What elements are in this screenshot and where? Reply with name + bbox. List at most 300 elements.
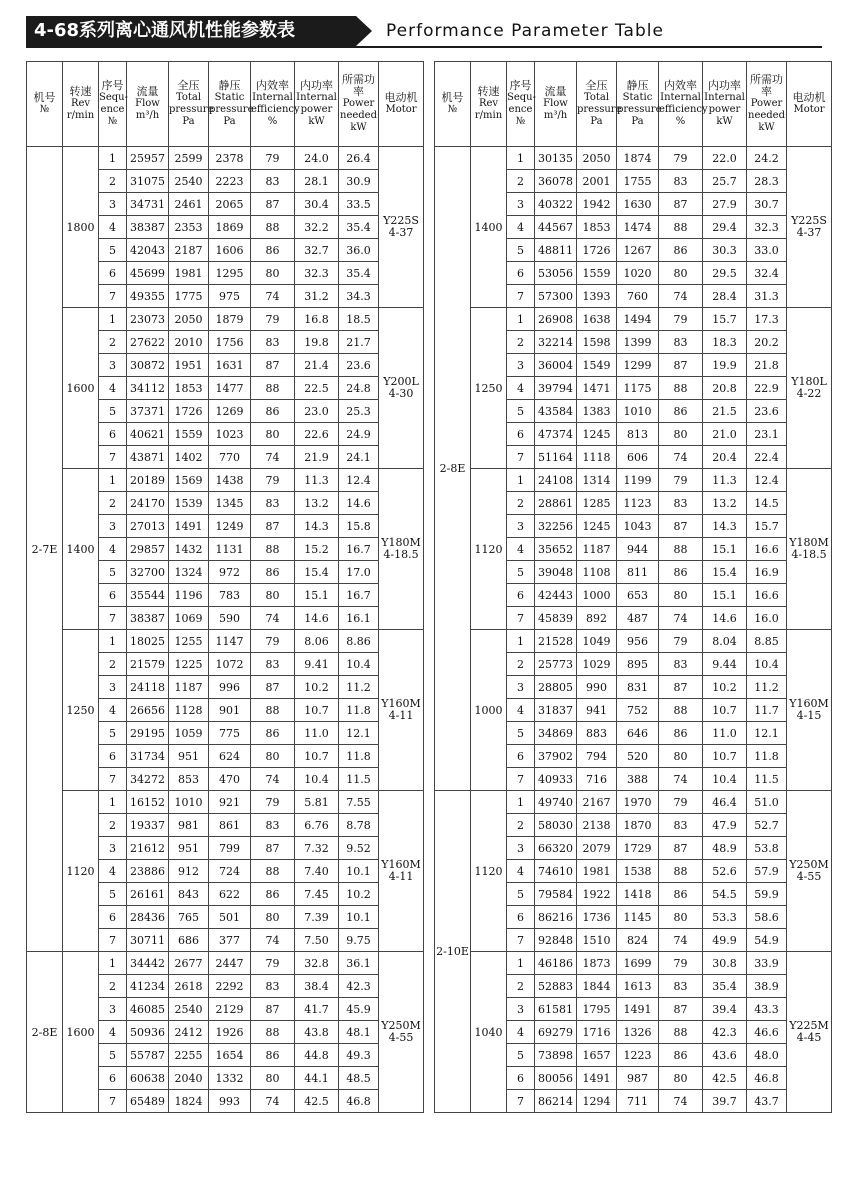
flow-cell: 38387	[127, 607, 169, 630]
flow-cell: 36004	[535, 354, 577, 377]
sequence-cell: 3	[507, 837, 535, 860]
total-pressure-cell: 716	[577, 768, 617, 791]
internal-power-cell: 32.7	[295, 239, 339, 262]
internal-power-cell: 10.4	[295, 768, 339, 791]
internal-efficiency-cell: 88	[659, 216, 703, 239]
power-needed-cell: 32.3	[747, 216, 787, 239]
flow-cell: 44567	[535, 216, 577, 239]
power-needed-cell: 58.6	[747, 906, 787, 929]
sequence-cell: 2	[99, 814, 127, 837]
static-pressure-cell: 861	[209, 814, 251, 837]
static-pressure-cell: 606	[617, 446, 659, 469]
power-needed-cell: 16.9	[747, 561, 787, 584]
static-pressure-cell: 1023	[209, 423, 251, 446]
total-pressure-cell: 2040	[169, 1067, 209, 1090]
sequence-cell: 3	[507, 354, 535, 377]
internal-power-cell: 6.76	[295, 814, 339, 837]
internal-power-cell: 22.0	[703, 147, 747, 170]
power-needed-cell: 36.0	[339, 239, 379, 262]
total-pressure-cell: 1049	[577, 630, 617, 653]
power-needed-cell: 53.8	[747, 837, 787, 860]
static-pressure-cell: 1438	[209, 469, 251, 492]
rev-cell: 1800	[63, 147, 99, 308]
sequence-cell: 5	[99, 1044, 127, 1067]
power-needed-cell: 12.4	[339, 469, 379, 492]
sequence-cell: 6	[99, 423, 127, 446]
internal-power-cell: 7.32	[295, 837, 339, 860]
internal-power-cell: 10.7	[295, 699, 339, 722]
internal-power-cell: 7.39	[295, 906, 339, 929]
flow-cell: 42443	[535, 584, 577, 607]
static-pressure-cell: 993	[209, 1090, 251, 1113]
flow-cell: 86214	[535, 1090, 577, 1113]
flow-cell: 32214	[535, 331, 577, 354]
internal-power-cell: 29.4	[703, 216, 747, 239]
internal-efficiency-cell: 87	[251, 354, 295, 377]
sequence-cell: 4	[99, 216, 127, 239]
sequence-cell: 3	[99, 837, 127, 860]
internal-power-cell: 39.7	[703, 1090, 747, 1113]
internal-efficiency-cell: 88	[251, 377, 295, 400]
static-pressure-cell: 1926	[209, 1021, 251, 1044]
sequence-cell: 4	[507, 1021, 535, 1044]
total-pressure-cell: 1225	[169, 653, 209, 676]
internal-power-cell: 24.0	[295, 147, 339, 170]
flow-cell: 19337	[127, 814, 169, 837]
internal-power-cell: 28.1	[295, 170, 339, 193]
header-motor	[379, 62, 424, 147]
internal-power-cell: 15.4	[295, 561, 339, 584]
static-pressure-cell: 2447	[209, 952, 251, 975]
internal-power-cell: 31.2	[295, 285, 339, 308]
flow-cell: 34869	[535, 722, 577, 745]
static-pressure-cell: 2292	[209, 975, 251, 998]
sequence-cell: 7	[507, 607, 535, 630]
static-pressure-cell: 1474	[617, 216, 659, 239]
internal-power-cell: 39.4	[703, 998, 747, 1021]
machine-no-cell: 2-10E	[435, 791, 471, 1113]
internal-power-cell: 44.8	[295, 1044, 339, 1067]
power-needed-cell: 24.8	[339, 377, 379, 400]
header-sequence	[99, 62, 127, 147]
internal-efficiency-cell: 74	[251, 285, 295, 308]
power-needed-cell: 24.1	[339, 446, 379, 469]
total-pressure-cell: 951	[169, 745, 209, 768]
sequence-cell: 2	[99, 170, 127, 193]
internal-efficiency-cell: 88	[659, 377, 703, 400]
flow-cell: 18025	[127, 630, 169, 653]
flow-cell: 80056	[535, 1067, 577, 1090]
internal-power-cell: 42.3	[703, 1021, 747, 1044]
sequence-cell: 6	[507, 906, 535, 929]
static-pressure-cell: 1295	[209, 262, 251, 285]
total-pressure-cell: 1510	[577, 929, 617, 952]
flow-cell: 69279	[535, 1021, 577, 1044]
motor-cell: Y200L 4-30	[379, 308, 424, 469]
sequence-cell: 5	[99, 883, 127, 906]
power-needed-cell: 28.3	[747, 170, 787, 193]
static-pressure-cell: 2065	[209, 193, 251, 216]
power-needed-cell: 30.9	[339, 170, 379, 193]
table-row	[435, 791, 832, 814]
internal-power-cell: 22.6	[295, 423, 339, 446]
total-pressure-cell: 2079	[577, 837, 617, 860]
header-cn-label: 内功率	[300, 79, 333, 92]
static-pressure-cell: 1755	[617, 170, 659, 193]
internal-efficiency-cell: 86	[659, 561, 703, 584]
table-row	[27, 147, 424, 170]
static-pressure-cell: 470	[209, 768, 251, 791]
header-motor	[787, 62, 832, 147]
flow-cell: 30135	[535, 147, 577, 170]
header-cn-label: 序号	[509, 79, 532, 92]
static-pressure-cell: 799	[209, 837, 251, 860]
rev-cell: 1120	[471, 469, 507, 630]
sequence-cell: 1	[99, 147, 127, 170]
static-pressure-cell: 1756	[209, 331, 251, 354]
power-needed-cell: 35.4	[339, 216, 379, 239]
sequence-cell: 3	[99, 998, 127, 1021]
static-pressure-cell: 1072	[209, 653, 251, 676]
title-arrow-decoration	[356, 16, 372, 46]
internal-power-cell: 41.7	[295, 998, 339, 1021]
internal-power-cell: 15.7	[703, 308, 747, 331]
internal-power-cell: 10.7	[703, 745, 747, 768]
header-row	[27, 62, 424, 147]
motor-cell: Y180L 4-22	[787, 308, 832, 469]
rev-cell: 1600	[63, 952, 99, 1113]
static-pressure-cell: 972	[209, 561, 251, 584]
sequence-cell: 6	[507, 584, 535, 607]
table-body	[435, 147, 832, 1113]
header-en-label: Internal power kW	[296, 92, 337, 127]
total-pressure-cell: 2412	[169, 1021, 209, 1044]
header-cn-label: 全压	[177, 79, 200, 92]
static-pressure-cell: 1147	[209, 630, 251, 653]
power-needed-cell: 46.8	[339, 1090, 379, 1113]
internal-efficiency-cell: 87	[659, 837, 703, 860]
flow-cell: 35544	[127, 584, 169, 607]
sequence-cell: 4	[99, 1021, 127, 1044]
table-header	[27, 62, 424, 147]
total-pressure-cell: 765	[169, 906, 209, 929]
power-needed-cell: 48.0	[747, 1044, 787, 1067]
static-pressure-cell: 752	[617, 699, 659, 722]
motor-cell: Y250M 4-55	[787, 791, 832, 952]
internal-power-cell: 14.3	[703, 515, 747, 538]
sequence-cell: 2	[507, 170, 535, 193]
internal-efficiency-cell: 86	[251, 561, 295, 584]
internal-power-cell: 53.3	[703, 906, 747, 929]
internal-efficiency-cell: 87	[659, 354, 703, 377]
header-en-label: Sequ-ence №	[507, 92, 536, 127]
flow-cell: 51164	[535, 446, 577, 469]
header-power-needed	[339, 62, 379, 147]
sequence-cell: 7	[99, 1090, 127, 1113]
static-pressure-cell: 1870	[617, 814, 659, 837]
internal-efficiency-cell: 83	[659, 492, 703, 515]
header-cn-label: 转速	[69, 85, 92, 98]
power-needed-cell: 52.7	[747, 814, 787, 837]
internal-efficiency-cell: 74	[659, 1090, 703, 1113]
internal-efficiency-cell: 87	[251, 837, 295, 860]
static-pressure-cell: 1699	[617, 952, 659, 975]
sequence-cell: 6	[507, 262, 535, 285]
header-flow	[127, 62, 169, 147]
motor-cell: Y180M 4-18.5	[787, 469, 832, 630]
header-machine-no	[435, 62, 471, 147]
flow-cell: 92848	[535, 929, 577, 952]
internal-efficiency-cell: 74	[251, 446, 295, 469]
header-en-label: Internal power kW	[704, 92, 745, 127]
header-en-label: Power needed kW	[748, 98, 785, 133]
motor-cell: Y250M 4-55	[379, 952, 424, 1113]
page-header	[26, 16, 822, 46]
static-pressure-cell: 1269	[209, 400, 251, 423]
flow-cell: 24170	[127, 492, 169, 515]
flow-cell: 34112	[127, 377, 169, 400]
power-needed-cell: 21.8	[747, 354, 787, 377]
sequence-cell: 2	[507, 492, 535, 515]
internal-efficiency-cell: 86	[251, 239, 295, 262]
flow-cell: 28436	[127, 906, 169, 929]
motor-cell: Y180M 4-18.5	[379, 469, 424, 630]
rev-cell: 1400	[63, 469, 99, 630]
sequence-cell: 6	[99, 906, 127, 929]
static-pressure-cell: 590	[209, 607, 251, 630]
internal-efficiency-cell: 74	[251, 1090, 295, 1113]
static-pressure-cell: 831	[617, 676, 659, 699]
power-needed-cell: 23.1	[747, 423, 787, 446]
sequence-cell: 7	[507, 768, 535, 791]
static-pressure-cell: 770	[209, 446, 251, 469]
flow-cell: 38387	[127, 216, 169, 239]
internal-power-cell: 35.4	[703, 975, 747, 998]
static-pressure-cell: 811	[617, 561, 659, 584]
internal-efficiency-cell: 88	[659, 699, 703, 722]
internal-power-cell: 15.1	[703, 584, 747, 607]
internal-efficiency-cell: 80	[251, 906, 295, 929]
total-pressure-cell: 1245	[577, 423, 617, 446]
internal-power-cell: 52.6	[703, 860, 747, 883]
static-pressure-cell: 1175	[617, 377, 659, 400]
static-pressure-cell: 987	[617, 1067, 659, 1090]
sequence-cell: 1	[507, 630, 535, 653]
internal-efficiency-cell: 87	[659, 193, 703, 216]
power-needed-cell: 21.7	[339, 331, 379, 354]
flow-cell: 30872	[127, 354, 169, 377]
static-pressure-cell: 1874	[617, 147, 659, 170]
static-pressure-cell: 1199	[617, 469, 659, 492]
total-pressure-cell: 1324	[169, 561, 209, 584]
power-needed-cell: 33.0	[747, 239, 787, 262]
power-needed-cell: 22.9	[747, 377, 787, 400]
power-needed-cell: 33.5	[339, 193, 379, 216]
static-pressure-cell: 1332	[209, 1067, 251, 1090]
flow-cell: 43584	[535, 400, 577, 423]
table-row	[27, 791, 424, 814]
power-needed-cell: 54.9	[747, 929, 787, 952]
rev-cell: 1600	[63, 308, 99, 469]
flow-cell: 24118	[127, 676, 169, 699]
internal-efficiency-cell: 87	[251, 193, 295, 216]
total-pressure-cell: 1549	[577, 354, 617, 377]
internal-efficiency-cell: 80	[659, 1067, 703, 1090]
sequence-cell: 1	[507, 469, 535, 492]
internal-power-cell: 30.3	[703, 239, 747, 262]
power-needed-cell: 46.6	[747, 1021, 787, 1044]
flow-cell: 73898	[535, 1044, 577, 1067]
static-pressure-cell: 711	[617, 1090, 659, 1113]
internal-efficiency-cell: 74	[659, 607, 703, 630]
sequence-cell: 7	[99, 446, 127, 469]
power-needed-cell: 24.2	[747, 147, 787, 170]
internal-power-cell: 21.5	[703, 400, 747, 423]
static-pressure-cell: 1399	[617, 331, 659, 354]
static-pressure-cell: 1223	[617, 1044, 659, 1067]
total-pressure-cell: 1539	[169, 492, 209, 515]
power-needed-cell: 32.4	[747, 262, 787, 285]
flow-cell: 43871	[127, 446, 169, 469]
internal-power-cell: 10.4	[703, 768, 747, 791]
table-row	[435, 308, 832, 331]
total-pressure-cell: 1853	[577, 216, 617, 239]
internal-power-cell: 14.6	[703, 607, 747, 630]
total-pressure-cell: 1853	[169, 377, 209, 400]
sequence-cell: 1	[99, 630, 127, 653]
internal-power-cell: 54.5	[703, 883, 747, 906]
flow-cell: 57300	[535, 285, 577, 308]
power-needed-cell: 36.1	[339, 952, 379, 975]
flow-cell: 27622	[127, 331, 169, 354]
flow-cell: 65489	[127, 1090, 169, 1113]
rev-cell: 1400	[471, 147, 507, 308]
internal-power-cell: 15.2	[295, 538, 339, 561]
power-needed-cell: 43.7	[747, 1090, 787, 1113]
sequence-cell: 7	[99, 607, 127, 630]
sequence-cell: 4	[507, 377, 535, 400]
static-pressure-cell: 921	[209, 791, 251, 814]
internal-efficiency-cell: 86	[251, 400, 295, 423]
header-total-pressure	[577, 62, 622, 147]
power-needed-cell: 11.7	[747, 699, 787, 722]
internal-efficiency-cell: 86	[251, 722, 295, 745]
internal-power-cell: 11.0	[703, 722, 747, 745]
static-pressure-cell: 377	[209, 929, 251, 952]
internal-efficiency-cell: 79	[659, 469, 703, 492]
internal-efficiency-cell: 86	[251, 883, 295, 906]
total-pressure-cell: 1393	[577, 285, 617, 308]
sequence-cell: 5	[507, 1044, 535, 1067]
total-pressure-cell: 892	[577, 607, 617, 630]
header-cn-label: 流量	[136, 85, 159, 98]
static-pressure-cell: 813	[617, 423, 659, 446]
static-pressure-cell: 996	[209, 676, 251, 699]
static-pressure-cell: 1729	[617, 837, 659, 860]
machine-no-cell: 2-7E	[27, 147, 63, 952]
power-needed-cell: 10.1	[339, 860, 379, 883]
title-chinese: 4-68系列离心通风机性能参数表	[26, 16, 356, 46]
power-needed-cell: 30.7	[747, 193, 787, 216]
flow-cell: 60638	[127, 1067, 169, 1090]
header-machine-no	[27, 62, 63, 147]
total-pressure-cell: 853	[169, 768, 209, 791]
internal-efficiency-cell: 88	[251, 860, 295, 883]
flow-cell: 86216	[535, 906, 577, 929]
power-needed-cell: 48.1	[339, 1021, 379, 1044]
flow-cell: 26656	[127, 699, 169, 722]
power-needed-cell: 24.9	[339, 423, 379, 446]
flow-cell: 34442	[127, 952, 169, 975]
internal-efficiency-cell: 79	[659, 147, 703, 170]
flow-cell: 48811	[535, 239, 577, 262]
static-pressure-cell: 1418	[617, 883, 659, 906]
total-pressure-cell: 1981	[169, 262, 209, 285]
sequence-cell: 5	[507, 239, 535, 262]
power-needed-cell: 17.3	[747, 308, 787, 331]
flow-cell: 16152	[127, 791, 169, 814]
internal-efficiency-cell: 79	[659, 791, 703, 814]
header-cn-label: 电动机	[792, 91, 826, 104]
header-cn-label: 机号	[33, 91, 56, 104]
internal-power-cell: 18.3	[703, 331, 747, 354]
total-pressure-cell: 1000	[577, 584, 617, 607]
internal-efficiency-cell: 74	[659, 768, 703, 791]
sequence-cell: 5	[507, 561, 535, 584]
flow-cell: 46186	[535, 952, 577, 975]
flow-cell: 25773	[535, 653, 577, 676]
internal-efficiency-cell: 74	[659, 285, 703, 308]
total-pressure-cell: 2599	[169, 147, 209, 170]
power-needed-cell: 16.7	[339, 584, 379, 607]
internal-power-cell: 10.2	[703, 676, 747, 699]
header-internal-efficiency	[659, 62, 708, 147]
sequence-cell: 1	[99, 308, 127, 331]
internal-efficiency-cell: 88	[251, 538, 295, 561]
header-internal-efficiency	[251, 62, 300, 147]
static-pressure-cell: 1869	[209, 216, 251, 239]
flow-cell: 37371	[127, 400, 169, 423]
power-needed-cell: 15.7	[747, 515, 787, 538]
internal-efficiency-cell: 74	[251, 929, 295, 952]
sequence-cell: 1	[507, 147, 535, 170]
flow-cell: 21528	[535, 630, 577, 653]
sequence-cell: 3	[99, 515, 127, 538]
total-pressure-cell: 1128	[169, 699, 209, 722]
sequence-cell: 2	[507, 814, 535, 837]
header-en-label: Motor	[793, 104, 825, 115]
power-needed-cell: 17.0	[339, 561, 379, 584]
flow-cell: 24108	[535, 469, 577, 492]
sequence-cell: 3	[99, 193, 127, 216]
static-pressure-cell: 1477	[209, 377, 251, 400]
sequence-cell: 6	[507, 1067, 535, 1090]
internal-power-cell: 32.3	[295, 262, 339, 285]
power-needed-cell: 31.3	[747, 285, 787, 308]
header-cn-label: 内功率	[708, 79, 741, 92]
sequence-cell: 3	[507, 998, 535, 1021]
static-pressure-cell: 2223	[209, 170, 251, 193]
flow-cell: 32700	[127, 561, 169, 584]
total-pressure-cell: 1314	[577, 469, 617, 492]
total-pressure-cell: 2540	[169, 998, 209, 1021]
static-pressure-cell: 1249	[209, 515, 251, 538]
internal-power-cell: 8.04	[703, 630, 747, 653]
sequence-cell: 6	[99, 745, 127, 768]
internal-efficiency-cell: 79	[251, 469, 295, 492]
flow-cell: 21612	[127, 837, 169, 860]
static-pressure-cell: 775	[209, 722, 251, 745]
